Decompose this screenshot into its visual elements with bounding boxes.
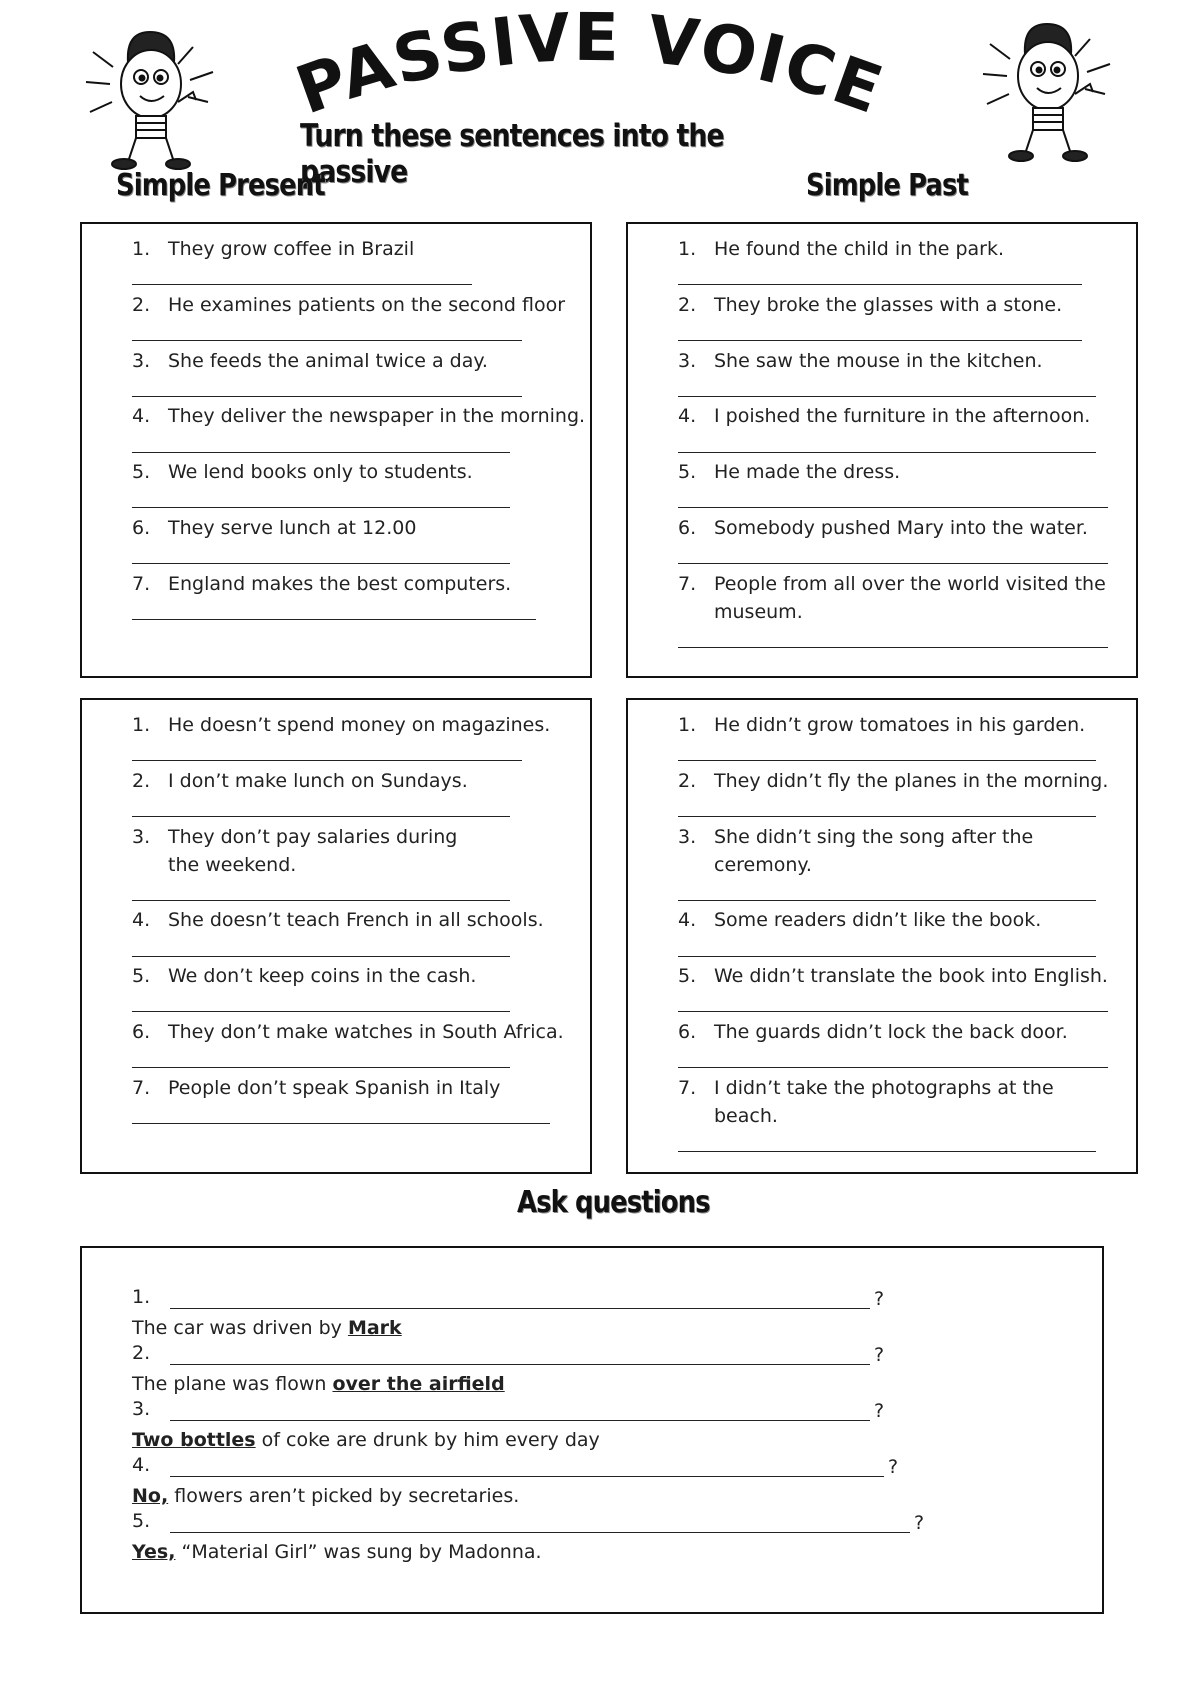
question-mark: ? — [874, 1344, 885, 1366]
answer-line[interactable] — [678, 284, 1082, 285]
answer-line[interactable] — [678, 340, 1082, 341]
answer-line[interactable] — [132, 1067, 510, 1068]
exercise-item: 5. We don’t keep coins in the cash. — [132, 965, 477, 987]
exercise-box-present-affirmative — [80, 222, 592, 678]
exercise-item: 5. We didn’t translate the book into English. — [678, 965, 1108, 987]
answer-sentence: Yes, “Material Girl” was sung by Madonna. — [132, 1541, 542, 1563]
answer-line[interactable] — [678, 816, 1096, 817]
answer-line[interactable] — [678, 1011, 1108, 1012]
answer-line[interactable] — [678, 563, 1108, 564]
exercise-item: 6. The guards didn’t lock the back door. — [678, 1021, 1068, 1043]
question-mark: ? — [874, 1288, 885, 1310]
exercise-item: 7. People from all over the world visited the museum. — [678, 573, 1106, 623]
exercise-item: 2. I don’t make lunch on Sundays. — [132, 770, 468, 792]
exercise-item: 2. They didn’t fly the planes in the morning. — [678, 770, 1109, 792]
exercise-item: 4. She doesn’t teach French in all schools. — [132, 909, 544, 931]
answer-line[interactable] — [132, 340, 522, 341]
question-number: 4. — [132, 1454, 151, 1476]
answer-sentence: Two bottles of coke are drunk by him every day — [132, 1429, 600, 1451]
exercise-item: 6. They don’t make watches in South Africa. — [132, 1021, 564, 1043]
answer-line[interactable] — [132, 1123, 550, 1124]
answer-line[interactable] — [678, 760, 1096, 761]
answer-line[interactable] — [678, 956, 1096, 957]
exercise-item: 5. We lend books only to students. — [132, 461, 473, 483]
exercise-item: 6. Somebody pushed Mary into the water. — [678, 517, 1088, 539]
exercise-item: 3. She saw the mouse in the kitchen. — [678, 350, 1043, 372]
answer-line[interactable] — [132, 1011, 510, 1012]
exercise-item: 3. They don’t pay salaries during the weekend. — [132, 826, 458, 876]
exercise-item: 1. He doesn’t spend money on magazines. — [132, 714, 551, 736]
exercise-item: 1. They grow coffee in Brazil — [132, 238, 415, 260]
exercise-item: 3. She feeds the animal twice a day. — [132, 350, 488, 372]
exercise-box-past-affirmative — [626, 222, 1138, 678]
answer-line[interactable] — [678, 507, 1108, 508]
question-mark: ? — [888, 1456, 899, 1478]
question-answer-line[interactable] — [170, 1532, 910, 1533]
page-title: PASSIVE VOICE — [286, 10, 894, 130]
exercise-item: 4. They deliver the newspaper in the morning. — [132, 405, 586, 427]
exercise-box-present-negative — [80, 698, 592, 1174]
answer-line[interactable] — [132, 900, 510, 901]
answer-sentence: The car was driven by Mark — [132, 1317, 402, 1339]
exercise-item: 5. He made the dress. — [678, 461, 901, 483]
question-answer-line[interactable] — [170, 1420, 870, 1421]
answer-line[interactable] — [132, 563, 510, 564]
exercise-item: 4. Some readers didn’t like the book. — [678, 909, 1042, 931]
exercise-item: 6. They serve lunch at 12.00 — [132, 517, 417, 539]
answer-line[interactable] — [132, 507, 510, 508]
question-number: 3. — [132, 1398, 151, 1420]
exercise-item: 7. England makes the best computers. — [132, 573, 512, 595]
section-heading-simple-past: Simple Past — [806, 168, 968, 203]
exercise-item: 4. I poished the furniture in the afternoon. — [678, 405, 1091, 427]
answer-line[interactable] — [678, 1067, 1108, 1068]
exercise-item: 2. They broke the glasses with a stone. — [678, 294, 1063, 316]
answer-line[interactable] — [132, 619, 536, 620]
question-mark: ? — [914, 1512, 925, 1534]
lightbulb-mascot-icon — [78, 22, 228, 172]
question-mark: ? — [874, 1400, 885, 1422]
answer-line[interactable] — [678, 647, 1108, 648]
exercise-item: 2. He examines patients on the second floor — [132, 294, 566, 316]
exercise-item: 7. People don’t speak Spanish in Italy — [132, 1077, 501, 1099]
answer-line[interactable] — [132, 760, 522, 761]
lightbulb-mascot-icon — [975, 14, 1125, 164]
exercise-item: 1. He found the child in the park. — [678, 238, 1005, 260]
question-answer-line[interactable] — [170, 1476, 884, 1477]
answer-line[interactable] — [678, 452, 1096, 453]
question-answer-line[interactable] — [170, 1364, 870, 1365]
answer-line[interactable] — [132, 956, 510, 957]
exercise-item: 7. I didn’t take the photographs at the beach. — [678, 1077, 1054, 1127]
answer-line[interactable] — [678, 1151, 1096, 1152]
answer-line[interactable] — [132, 816, 510, 817]
answer-sentence: No, flowers aren’t picked by secretaries. — [132, 1485, 520, 1507]
answer-line[interactable] — [132, 396, 522, 397]
exercise-item: 1. He didn’t grow tomatoes in his garden. — [678, 714, 1086, 736]
answer-line[interactable] — [678, 396, 1096, 397]
section-heading-ask-questions: Ask questions — [517, 1185, 710, 1220]
answer-line[interactable] — [132, 452, 510, 453]
exercise-box-past-negative — [626, 698, 1138, 1174]
answer-line[interactable] — [678, 900, 1096, 901]
ask-questions-box — [80, 1246, 1104, 1614]
question-number: 5. — [132, 1510, 151, 1532]
answer-sentence: The plane was flown over the airfield — [132, 1373, 505, 1395]
question-number: 2. — [132, 1342, 151, 1364]
question-answer-line[interactable] — [170, 1308, 870, 1309]
svg-text:PASSIVE VOICE — [287, 10, 894, 129]
section-heading-simple-present: Simple Present — [116, 168, 325, 203]
instruction-subtitle: Turn these sentences into the passive — [300, 118, 724, 190]
answer-line[interactable] — [132, 284, 472, 285]
exercise-item: 3. She didn’t sing the song after the ceremony. — [678, 826, 1034, 876]
question-number: 1. — [132, 1286, 151, 1308]
